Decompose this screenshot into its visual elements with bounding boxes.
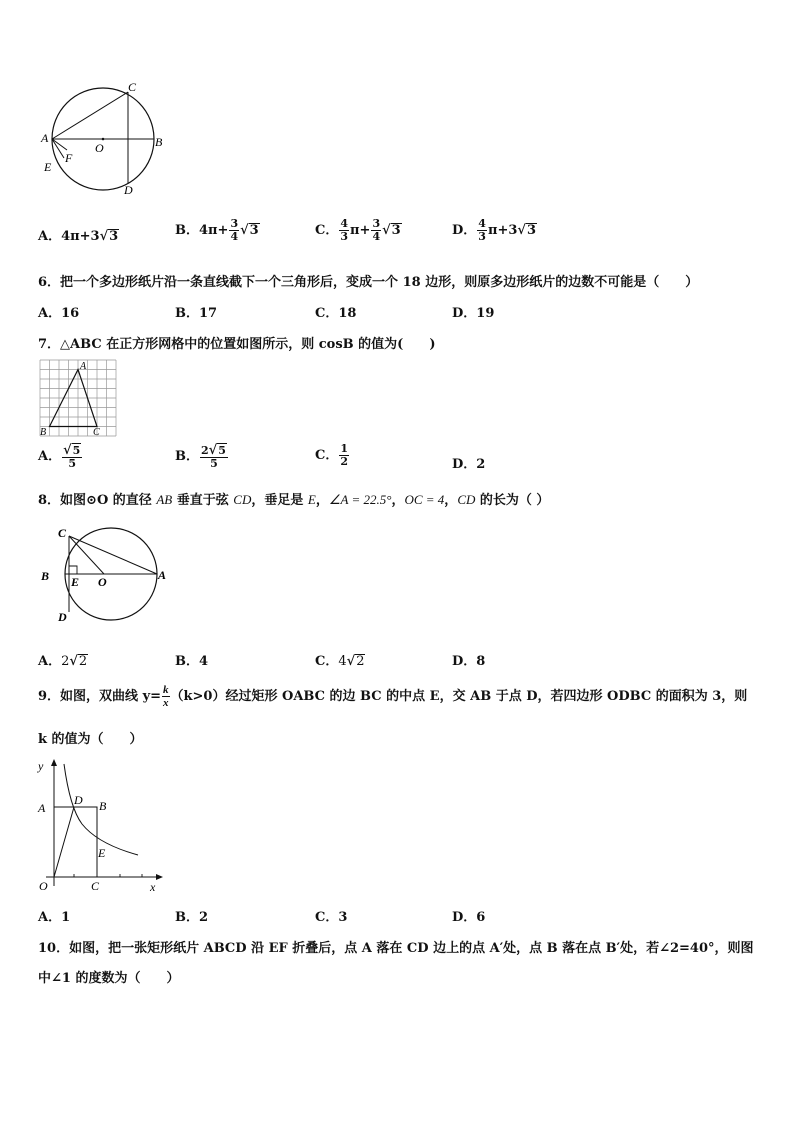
q7-option-b[interactable]: B． $\frac{2√5}{5}$ [175,443,226,470]
q9-stem: 9．如图，双曲线 y= $\frac{k}{x}$ （k>0）经过矩形 OABC 的边 BC 的中点 E，交 AB 于点 D，若四边形 ODBC 的面积为 3，则 [38,684,748,709]
q8-label-c: C [58,526,67,540]
q5-option-d[interactable]: D． $\frac{4}{3}$ π+3√3 [452,217,536,243]
q9-stem-line2: k 的值为（ ） [38,732,143,747]
q5-label-f: F [65,151,73,165]
q8-right-angle-mark [69,566,77,574]
q9-segment-od [54,807,74,877]
q5-label-e: E [44,160,52,174]
q9-label-b: B [99,799,107,813]
q6-stem: 6．把一个多边形纸片沿一条直线截下一个三角形后，变成一个 18 边形，则原多边形纸片的边数不可能是（ ） [38,275,699,290]
q9-option-b[interactable]: B．2 [175,910,209,925]
q6-option-c[interactable]: C．18 [315,306,357,321]
q8-option-b[interactable]: B．4 [175,654,209,669]
q7-option-c[interactable]: C． $\frac{1}{2}$ [315,442,349,468]
q7-option-d[interactable]: D．2 [452,457,486,472]
q9-label-y: y [38,759,44,773]
q8-figure [38,520,174,630]
q5-segment-ac [52,92,128,139]
q8-option-d[interactable]: D．8 [452,654,486,669]
q5-label-c: C [128,80,137,94]
q9-rectangle-oabc [54,807,97,877]
q9-label-o: O [39,879,48,893]
q7-label-c: C [93,427,100,438]
q8-segment-co [69,536,104,574]
q9-label-x: x [150,880,156,894]
q9-label-c: C [91,879,100,893]
q5-label-o: O [95,141,104,155]
q8-stem: 8．如图⊙O 的直径 AB 垂直于弦 CD，垂足是 E，∠A = 22.5°，OC = 4，CD 的长为（ ） [38,492,550,508]
q9-option-d[interactable]: D．6 [452,910,486,925]
q7-option-a[interactable]: A． $\frac{√5}{5}$ [38,443,81,470]
q10-stem: 10．如图，把一张矩形纸片 ABCD 沿 EF 折叠后，点 A 落在 CD 边上的点 A′处，点 B 落在点 B′处，若∠2=40°，则图 [38,941,754,956]
q5-option-c[interactable]: C． $\frac{4}{3}$ π+ $\frac{3}{4}$ √3 [315,217,401,243]
q7-label-a: A [80,361,87,372]
q8-label-a: A [158,568,167,582]
q8-label-e: E [71,575,80,589]
q8-label-o: O [98,575,107,589]
q6-option-b[interactable]: B．17 [175,306,218,321]
q7-grid-figure [36,356,120,440]
q5-label-d: D [124,183,133,197]
q5-segment-ae [52,139,64,158]
q9-option-a[interactable]: A．1 [38,910,71,925]
q9-option-c[interactable]: C．3 [315,910,348,925]
q8-option-a[interactable]: A．2√2 [38,654,88,669]
q9-label-a: A [38,801,46,815]
q5-segment-af [52,139,67,150]
q8-option-c[interactable]: C．4√2 [315,654,365,669]
q8-label-d: D [58,610,67,624]
q8-label-b: B [41,569,50,583]
q7-label-b: B [40,427,47,438]
q9-label-d: D [74,793,83,807]
q5-label-b: B [155,135,163,149]
q5-figure [38,78,170,200]
q6-option-d[interactable]: D．19 [452,306,495,321]
q9-label-e: E [98,846,106,860]
q9-figure [34,756,169,896]
q10-stem-line2: 中∠1 的度数为（ ） [38,971,180,986]
q5-option-b[interactable]: B．4π+ $\frac{3}{4}$ √3 [175,217,259,243]
q7-stem: 7．△ABC 在正方形网格中的位置如图所示，则 cosB 的值为( ) [38,337,436,352]
q5-option-a[interactable]: A．4π+3√3 [38,229,119,244]
q5-label-a: A [41,131,49,145]
q6-option-a[interactable]: A．16 [38,306,80,321]
q5-center-dot [102,138,105,141]
